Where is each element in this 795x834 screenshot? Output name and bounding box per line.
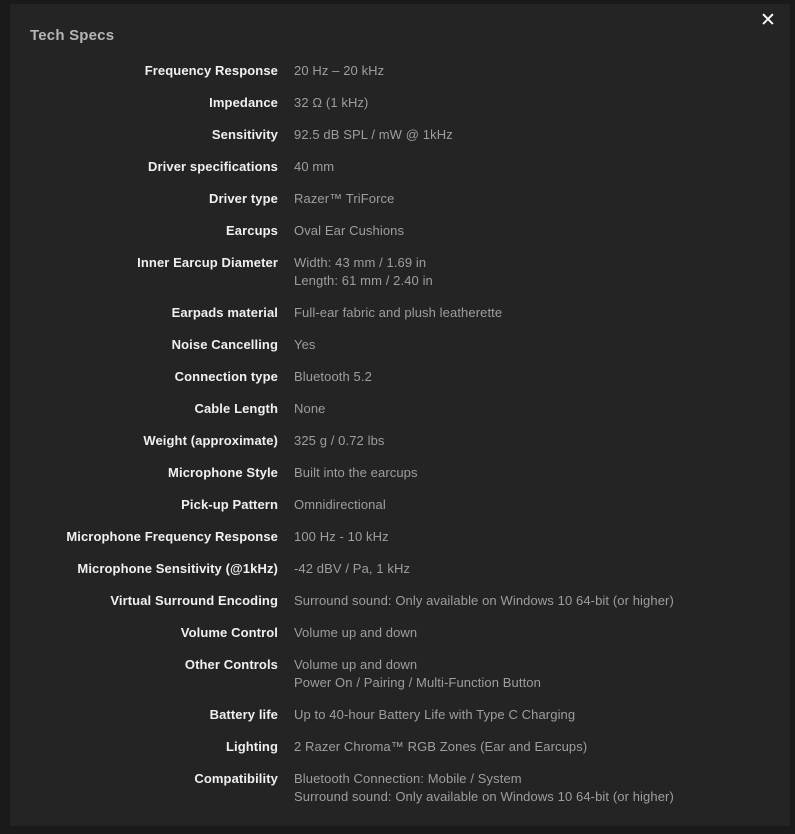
spec-values [294, 432, 770, 450]
spec-value-line: Width: 43 mm / 1.69 in [294, 255, 427, 270]
spec-value-line: None [294, 401, 326, 416]
spec-value-line: Oval Ear Cushions [294, 223, 405, 238]
spec-value-line: Volume up and down [294, 625, 418, 640]
spec-label: Microphone Style [168, 465, 278, 480]
spec-label: Virtual Surround Encoding [110, 593, 278, 608]
spec-values [294, 560, 770, 578]
spec-value-line: Full-ear fabric and plush leatherette [294, 305, 503, 320]
spec-values [294, 190, 770, 208]
spec-row [30, 624, 770, 642]
spec-values [294, 592, 770, 610]
spec-label: Connection type [174, 369, 278, 384]
spec-value-line: Surround sound: Only available on Windows 10 64-bit (or higher) [294, 789, 674, 804]
spec-row [30, 770, 770, 806]
spec-values [294, 222, 770, 240]
spec-row [30, 464, 770, 482]
spec-label: Driver type [208, 191, 278, 206]
spec-label: Driver specifications [148, 159, 278, 174]
spec-value-line: 100 Hz - 10 kHz [294, 529, 389, 544]
spec-value-line: 325 g / 0.72 lbs [294, 433, 385, 448]
spec-label: Microphone Frequency Response [66, 529, 278, 544]
spec-label: Inner Earcup Diameter [137, 255, 278, 270]
spec-value-line: Bluetooth 5.2 [294, 369, 372, 384]
close-icon[interactable]: ✕ [754, 6, 782, 34]
spec-label: Volume Control [180, 625, 278, 640]
spec-value-line: 20 Hz – 20 kHz [294, 63, 385, 78]
spec-row [30, 190, 770, 208]
spec-value-line: 92.5 dB SPL / mW @ 1kHz [294, 127, 453, 142]
spec-row [30, 126, 770, 144]
spec-value-line: Bluetooth Connection: Mobile / System [294, 771, 522, 786]
spec-row [30, 336, 770, 354]
spec-label: Earpads material [171, 305, 278, 320]
spec-row [30, 432, 770, 450]
spec-row [30, 304, 770, 322]
spec-value-line: Surround sound: Only available on Windows 10 64-bit (or higher) [294, 593, 674, 608]
spec-row [30, 528, 770, 546]
spec-row [30, 738, 770, 756]
spec-table [30, 62, 770, 806]
spec-value-line: 32 Ω (1 kHz) [294, 95, 369, 110]
spec-label: Earcups [225, 223, 278, 238]
spec-row [30, 560, 770, 578]
spec-values [294, 706, 770, 724]
spec-values [294, 126, 770, 144]
spec-row [30, 400, 770, 418]
spec-label: Battery life [209, 707, 278, 722]
spec-row [30, 158, 770, 176]
spec-label: Noise Cancelling [171, 337, 278, 352]
spec-value-line: Omnidirectional [294, 497, 386, 512]
spec-label: Weight (approximate) [143, 433, 278, 448]
spec-values [294, 400, 770, 418]
spec-value-line: Up to 40-hour Battery Life with Type C Charging [294, 707, 576, 722]
spec-row [30, 254, 770, 290]
spec-value-line: Volume up and down [294, 657, 418, 672]
spec-label: Other Controls [184, 657, 278, 672]
spec-values [294, 62, 770, 80]
spec-label: Compatibility [194, 771, 278, 786]
spec-values [294, 254, 770, 290]
spec-label: Microphone Sensitivity (@1kHz) [77, 561, 278, 576]
spec-label: Pick-up Pattern [181, 497, 278, 512]
spec-values [294, 496, 770, 514]
spec-row [30, 222, 770, 240]
spec-label: Frequency Response [144, 63, 278, 78]
spec-row [30, 62, 770, 80]
spec-values [294, 158, 770, 176]
spec-value-line: Razer™ TriForce [294, 191, 395, 206]
spec-row [30, 706, 770, 724]
spec-row [30, 368, 770, 386]
spec-row [30, 592, 770, 610]
spec-label: Cable Length [194, 401, 278, 416]
spec-values [294, 770, 770, 806]
spec-values [294, 738, 770, 756]
spec-value-line: Built into the earcups [294, 465, 418, 480]
spec-values [294, 368, 770, 386]
spec-value-line: Length: 61 mm / 2.40 in [294, 273, 433, 288]
spec-values [294, 336, 770, 354]
spec-value-line: Yes [294, 337, 316, 352]
spec-values [294, 94, 770, 112]
spec-value-line: -42 dBV / Pa, 1 kHz [294, 561, 411, 576]
spec-row [30, 656, 770, 692]
spec-label: Lighting [225, 739, 278, 754]
spec-values [294, 464, 770, 482]
spec-values [294, 528, 770, 546]
spec-value-line: 40 mm [294, 159, 335, 174]
spec-label: Sensitivity [211, 127, 278, 142]
spec-values [294, 304, 770, 322]
spec-label: Impedance [209, 95, 278, 110]
tech-specs-modal [10, 4, 790, 826]
spec-value-line: Power On / Pairing / Multi-Function Button [294, 675, 541, 690]
spec-row [30, 94, 770, 112]
spec-values [294, 624, 770, 642]
page-title: Tech Specs [30, 27, 115, 44]
spec-value-line: 2 Razer Chroma™ RGB Zones (Ear and Earcups) [294, 739, 588, 754]
spec-values [294, 656, 770, 692]
spec-row [30, 496, 770, 514]
